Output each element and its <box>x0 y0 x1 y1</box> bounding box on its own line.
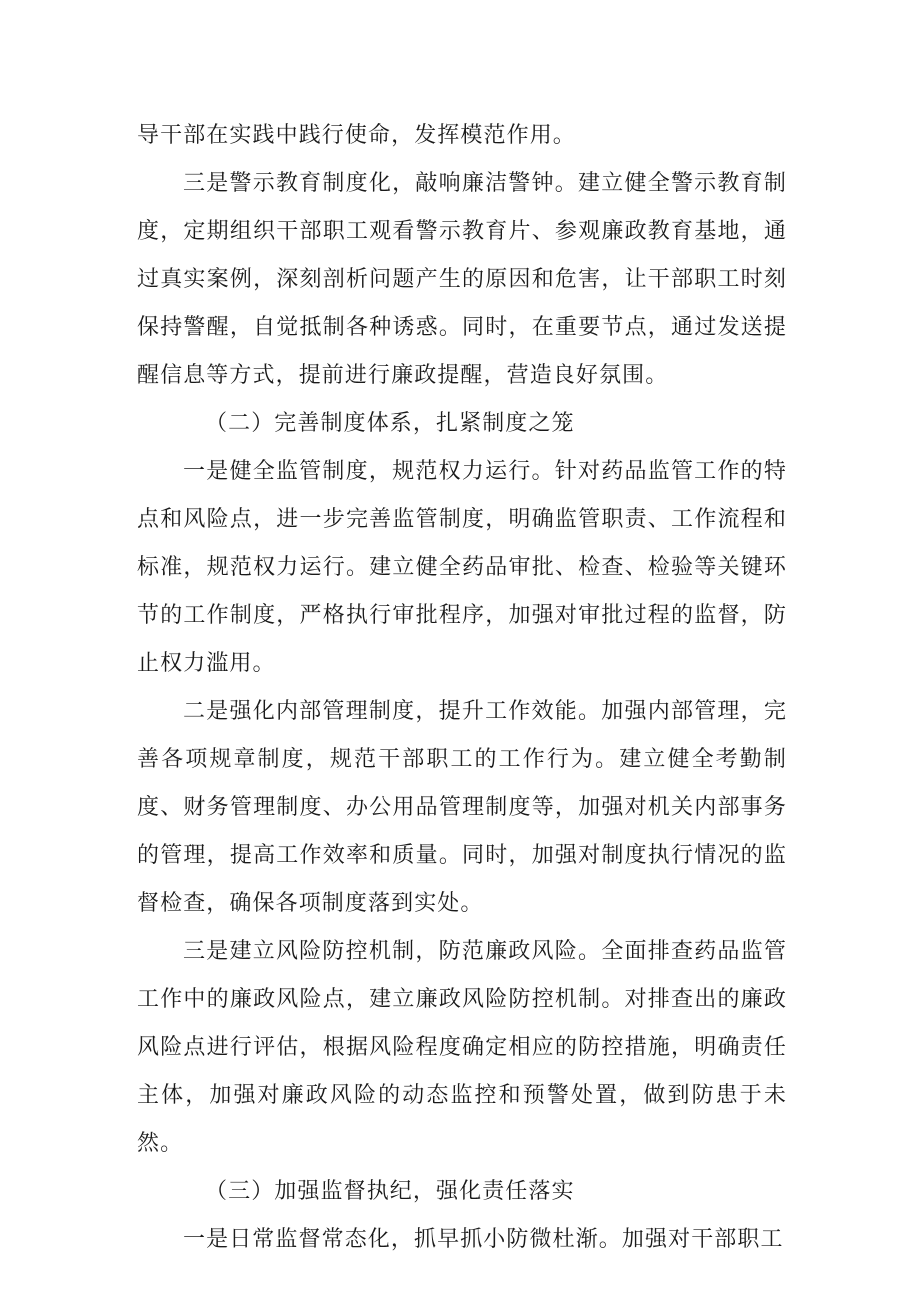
paragraph-continuation: 导干部在实践中践行使命，发挥模范作用。 <box>137 123 576 148</box>
paragraph-risk-control: 三是建立风险防控机制，防范廉政风险。全面排查药品监管工作中的廉政风险点，建立廉政风险防控机制。对排查出的廉政风险点进行评估，根据风险程度确定相应的防控措施，明确责任主体，加强对廉政风险的动态监控和预警处置，做到防患于未然。 <box>137 939 787 1156</box>
document-body <box>137 112 787 1264</box>
paragraph-internal-management: 二是强化内部管理制度，提升工作效能。加强内部管理，完善各项规章制度，规范干部职工的工作行为。建立健全考勤制度、财务管理制度、办公用品管理制度等，加强对机关内部事务的管理，提高工作效率和质量。同时，加强对制度执行情况的监督检查，确保各项制度落到实处。 <box>137 699 787 916</box>
paragraph-daily-supervision: 一是日常监督常态化，抓早抓小防微杜渐。加强对干部职工 <box>183 1227 784 1252</box>
section-heading-3: （三）加强监督执纪，强化责任落实 <box>205 1179 575 1204</box>
paragraph-warning-education: 三是警示教育制度化，敲响廉洁警钟。建立健全警示教育制度，定期组织干部职工观看警示教育片、参观廉政教育基地，通过真实案例，深刻剖析问题产生的原因和危害，让干部职工时刻保持警醒，自觉抵制各种诱惑。同时，在重要节点，通过发送提醒信息等方式，提前进行廉政提醒，营造良好氛围。 <box>137 171 787 388</box>
paragraph-supervision-system: 一是健全监管制度，规范权力运行。针对药品监管工作的特点和风险点，进一步完善监管制度，明确监管职责、工作流程和标准，规范权力运行。建立健全药品审批、检查、检验等关键环节的工作制度，严格执行审批程序，加强对审批过程的监督，防止权力滥用。 <box>137 459 787 676</box>
section-heading-2: （二）完善制度体系，扎紧制度之笼 <box>205 411 575 436</box>
